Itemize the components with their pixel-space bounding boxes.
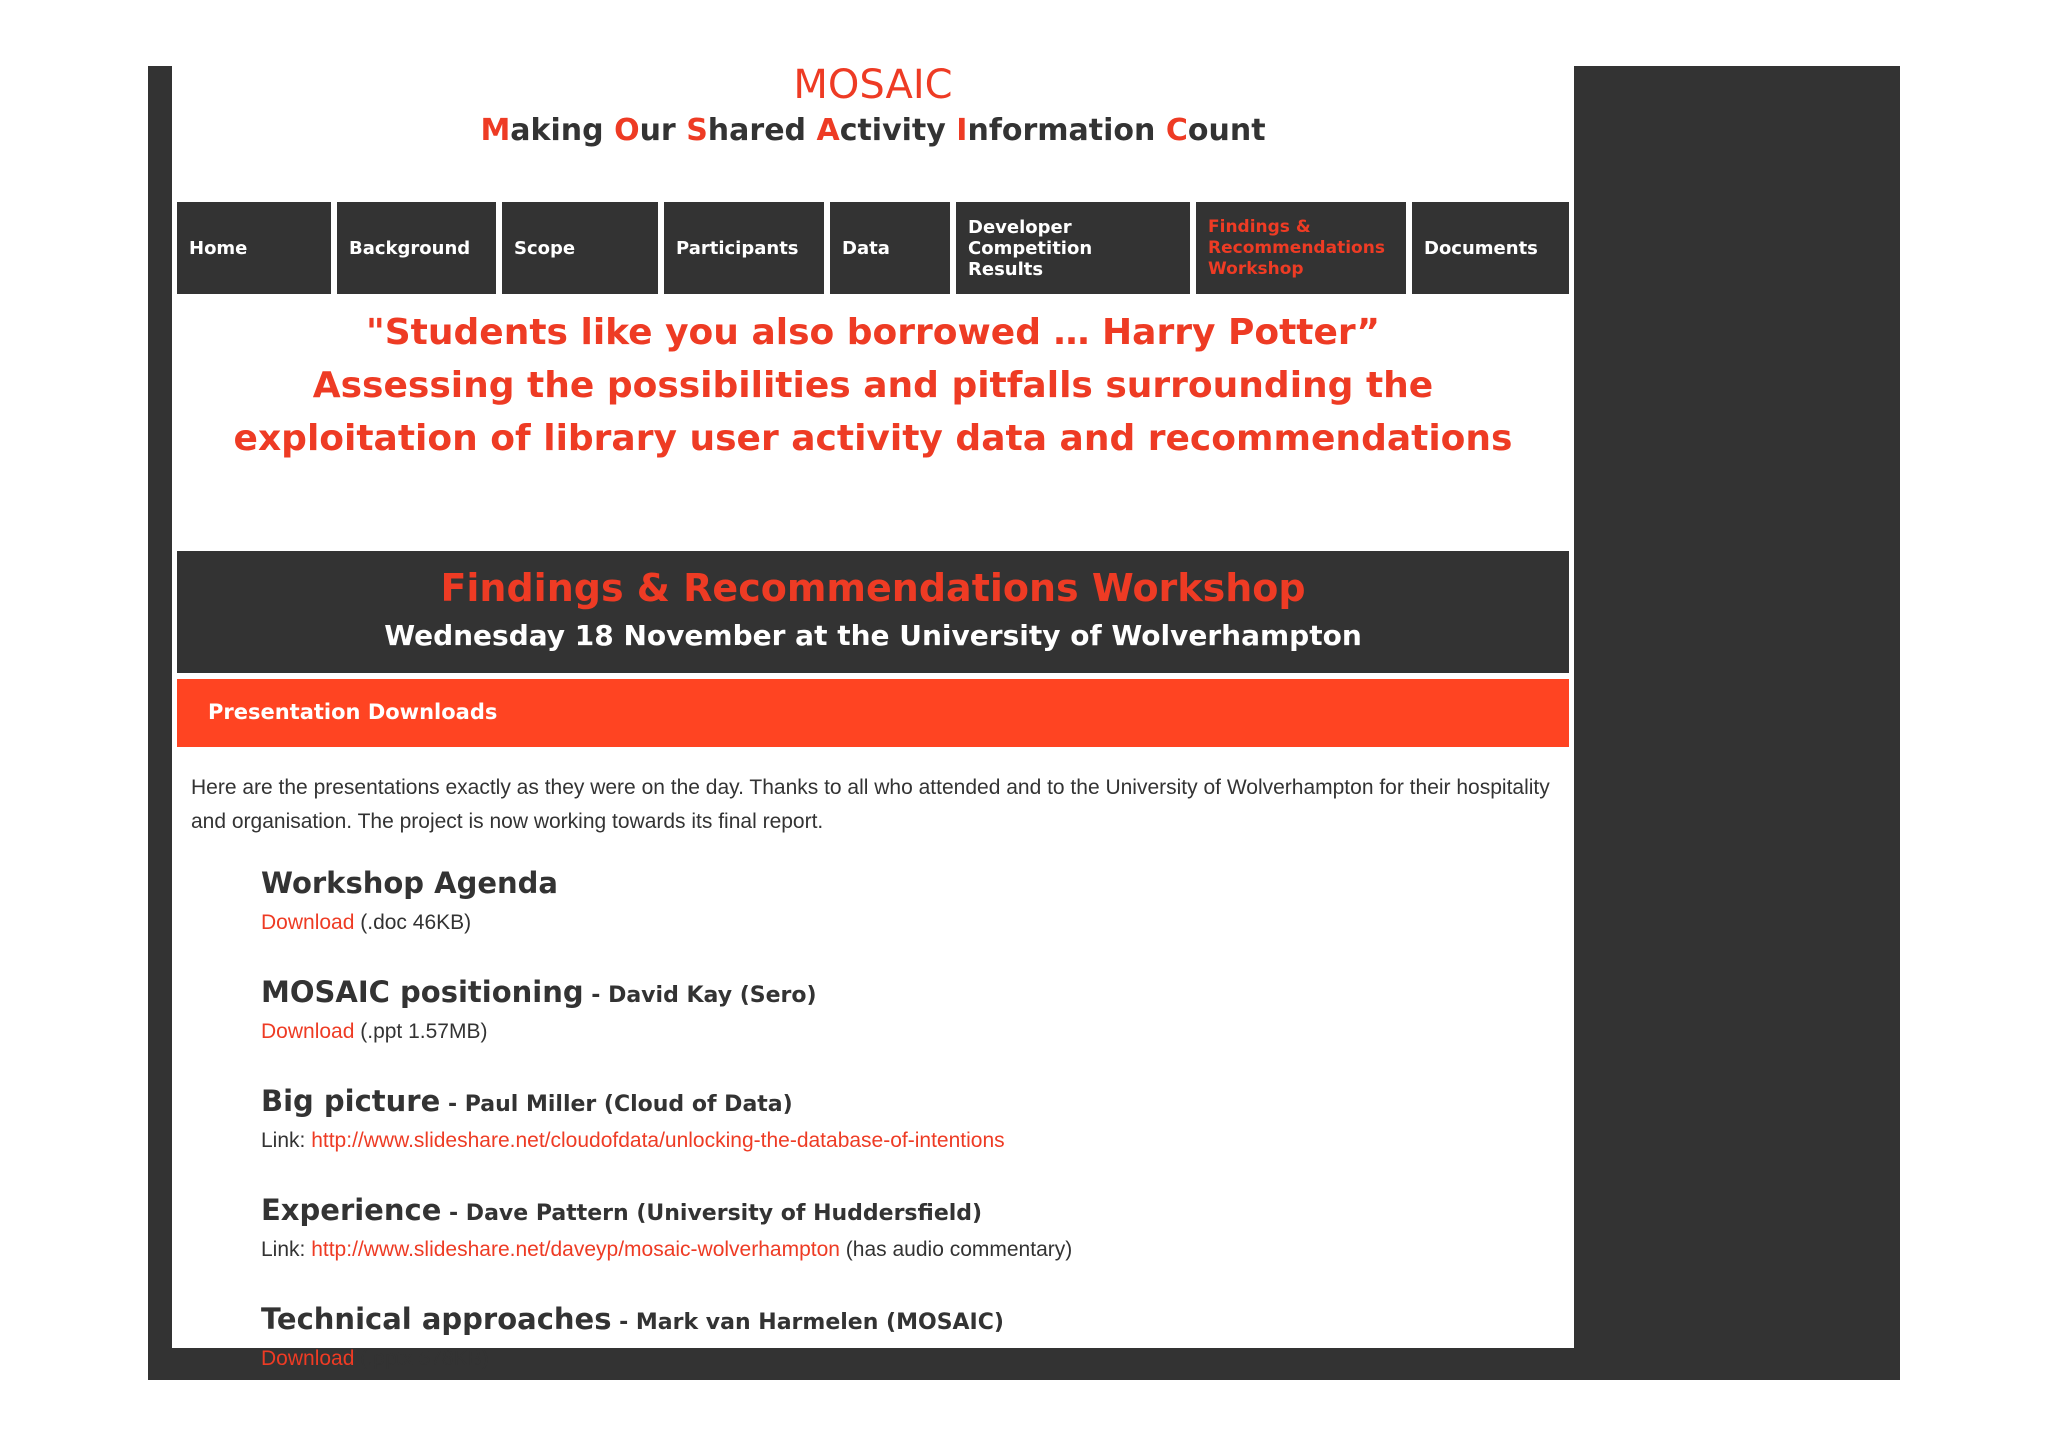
presentation-title: Big picture bbox=[261, 1084, 441, 1118]
presentation-title: MOSAIC positioning bbox=[261, 975, 584, 1009]
download-link[interactable]: Download bbox=[261, 1347, 355, 1370]
presentation-speaker: - Paul Miller (Cloud of Data) bbox=[440, 1092, 793, 1117]
intro-text: Here are the presentations exactly as they were on the day. Thanks to all who attended and to the University of Wolverhampton for their hospitality and organisation. The project is now working towards its final report. bbox=[191, 776, 1550, 833]
workshop-banner bbox=[177, 551, 1569, 673]
file-info: (.pptx 578KB) bbox=[354, 1347, 489, 1370]
link-prefix: Link: bbox=[261, 1129, 312, 1152]
section-title: Presentation Downloads bbox=[208, 700, 498, 724]
nav-item-participants[interactable]: Participants bbox=[664, 202, 824, 294]
slideshare-link[interactable]: http://www.slideshare.net/cloudofdata/unlocking-the-database-of-intentions bbox=[311, 1129, 1005, 1152]
file-info: (.ppt 1.57MB) bbox=[354, 1020, 488, 1043]
presentation-title: Technical approaches bbox=[261, 1302, 612, 1336]
file-info: (.doc 46KB) bbox=[354, 911, 472, 934]
subtitle-word: Information bbox=[956, 113, 1156, 148]
tagline-line: Assessing the possibilities and pitfalls surrounding the bbox=[312, 365, 1434, 406]
presentation-list bbox=[261, 864, 1541, 1409]
subtitle-word: Activity bbox=[816, 113, 946, 148]
tagline bbox=[172, 306, 1574, 465]
nav-item-data[interactable]: Data bbox=[830, 202, 950, 294]
nav-item-documents[interactable]: Documents bbox=[1412, 202, 1569, 294]
section-header bbox=[177, 679, 1569, 747]
presentation-item bbox=[261, 1082, 1541, 1191]
subtitle-word: Making bbox=[480, 113, 604, 148]
nav-item-findings-workshop[interactable]: Findings & Recommendations Workshop bbox=[1196, 202, 1406, 294]
subtitle-word: Our bbox=[614, 113, 676, 148]
site-subtitle bbox=[172, 112, 1574, 150]
page bbox=[172, 6, 1574, 1370]
presentation-item bbox=[261, 864, 1541, 973]
link-prefix: Link: bbox=[261, 1238, 312, 1261]
site-title: MOSAIC bbox=[793, 62, 953, 108]
subtitle-word: Shared bbox=[686, 113, 807, 148]
subtitle-word: Count bbox=[1165, 113, 1266, 148]
presentation-item bbox=[261, 1191, 1541, 1300]
download-link[interactable]: Download bbox=[261, 911, 355, 934]
nav-item-home[interactable]: Home bbox=[177, 202, 331, 294]
presentation-title: Workshop Agenda bbox=[261, 866, 558, 900]
download-link[interactable]: Download bbox=[261, 1020, 355, 1043]
presentation-speaker: - Dave Pattern (University of Huddersfield) bbox=[441, 1201, 983, 1226]
tagline-line: exploitation of library user activity data and recommendations bbox=[233, 418, 1513, 459]
nav-item-developer-competition[interactable]: Developer Competition Results bbox=[956, 202, 1190, 294]
presentation-item bbox=[261, 1300, 1541, 1409]
nav-item-scope[interactable]: Scope bbox=[502, 202, 658, 294]
presentation-title: Experience bbox=[261, 1193, 442, 1227]
presentation-speaker: - Mark van Harmelen (MOSAIC) bbox=[611, 1310, 1004, 1335]
nav-item-background[interactable]: Background bbox=[337, 202, 496, 294]
banner-date: Wednesday 18 November at the University of Wolverhampton bbox=[384, 619, 1362, 652]
tagline-line: "Students like you also borrowed … Harry Potter” bbox=[365, 312, 1380, 353]
banner-title: Findings & Recommendations Workshop bbox=[440, 566, 1306, 610]
main-nav bbox=[177, 202, 1569, 294]
link-note: (has audio commentary) bbox=[839, 1238, 1073, 1261]
presentation-speaker: - David Kay (Sero) bbox=[583, 983, 817, 1008]
slideshare-link[interactable]: http://www.slideshare.net/daveyp/mosaic-wolverhampton bbox=[311, 1238, 840, 1261]
presentation-item bbox=[261, 973, 1541, 1082]
